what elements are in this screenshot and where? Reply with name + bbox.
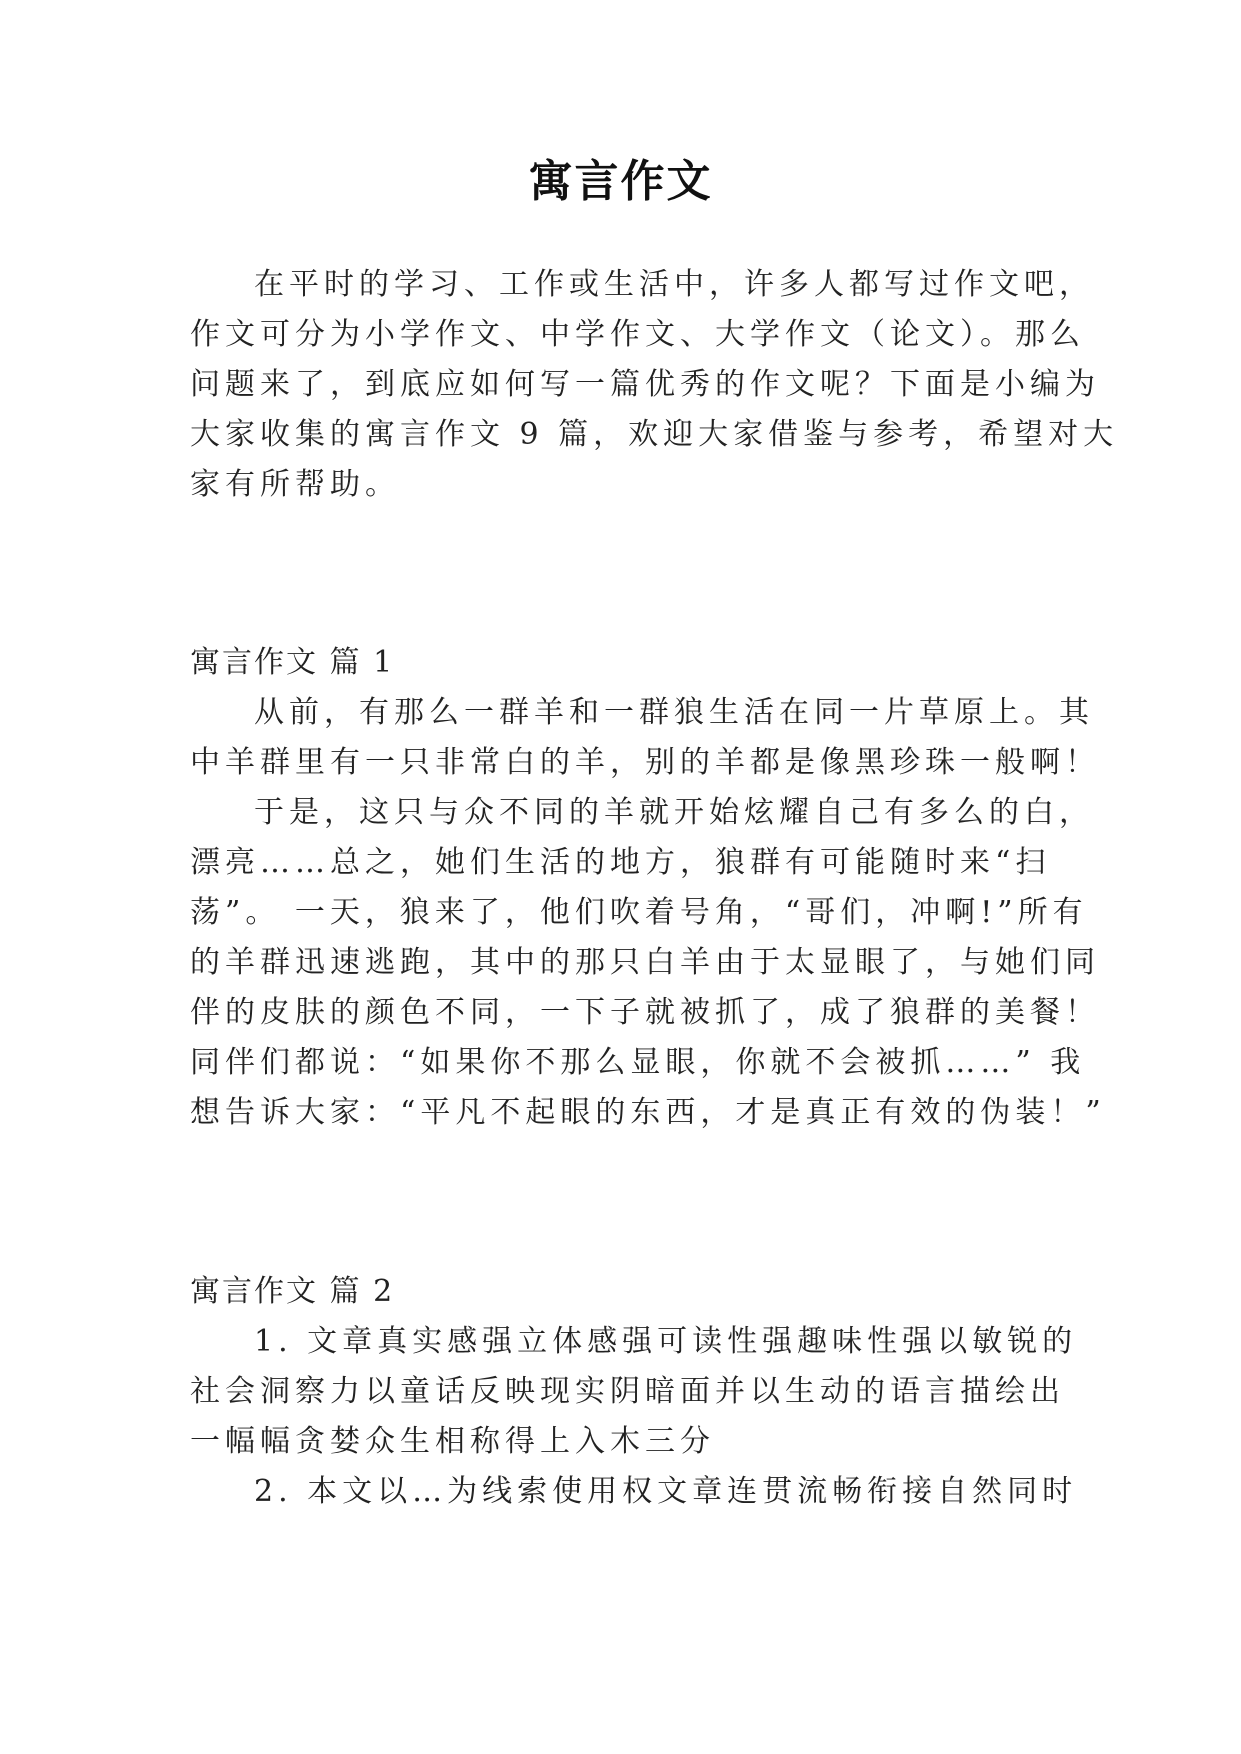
paragraph-line: 从前，有那么一群羊和一群狼生活在同一片草原上。其 xyxy=(254,695,1094,730)
paragraph-line: 的羊群迅速逃跑，其中的那只白羊由于太显眼了，与她们同 xyxy=(190,945,1100,980)
document-title: 寓言作文 xyxy=(528,156,713,207)
paragraph-line: 中羊群里有一只非常白的羊，别的羊都是像黑珍珠一般啊！ xyxy=(190,745,1100,780)
paragraph-line: 1. 文章真实感强立体感强可读性强趣味性强以敏锐的 xyxy=(254,1324,1078,1359)
section-heading-1: 寓言作文 篇 1 xyxy=(190,645,395,680)
intro-line: 作文可分为小学作文、中学作文、大学作文（论文）。那么 xyxy=(190,317,1085,352)
paragraph-line: 社会洞察力以童话反映现实阴暗面并以生动的语言描绘出 xyxy=(190,1374,1065,1409)
section-heading-2: 寓言作文 篇 2 xyxy=(190,1274,395,1309)
paragraph-line: 想告诉大家：“平凡不起眼的东西，才是真正有效的伪装！” xyxy=(190,1095,1106,1130)
intro-line: 大家收集的寓言作文 9 篇，欢迎大家借鉴与参考，希望对大 xyxy=(190,417,1119,452)
paragraph-line: 同伴们都说：“如果你不那么显眼，你就不会被抓……” 我 xyxy=(190,1045,1086,1080)
paragraph-line: 伴的皮肤的颜色不同，一下子就被抓了，成了狼群的美餐！ xyxy=(190,995,1100,1030)
intro-line: 在平时的学习、工作或生活中，许多人都写过作文吧， xyxy=(254,267,1094,302)
intro-line: 家有所帮助。 xyxy=(190,467,400,502)
paragraph-line: 于是，这只与众不同的羊就开始炫耀自己有多么的白， xyxy=(254,795,1094,830)
paragraph-line: 漂亮……总之，她们生活的地方，狼群有可能随时来“扫 xyxy=(190,845,1051,880)
intro-line: 问题来了，到底应如何写一篇优秀的作文呢？下面是小编为 xyxy=(190,367,1100,402)
paragraph-line: 2. 本文以…为线索使用权文章连贯流畅衔接自然同时 xyxy=(254,1474,1078,1509)
paragraph-line: 荡”。 一天，狼来了，他们吹着号角，“哥们，冲啊!”所有 xyxy=(190,895,1088,930)
paragraph-line: 一幅幅贪婪众生相称得上入木三分 xyxy=(190,1424,715,1459)
